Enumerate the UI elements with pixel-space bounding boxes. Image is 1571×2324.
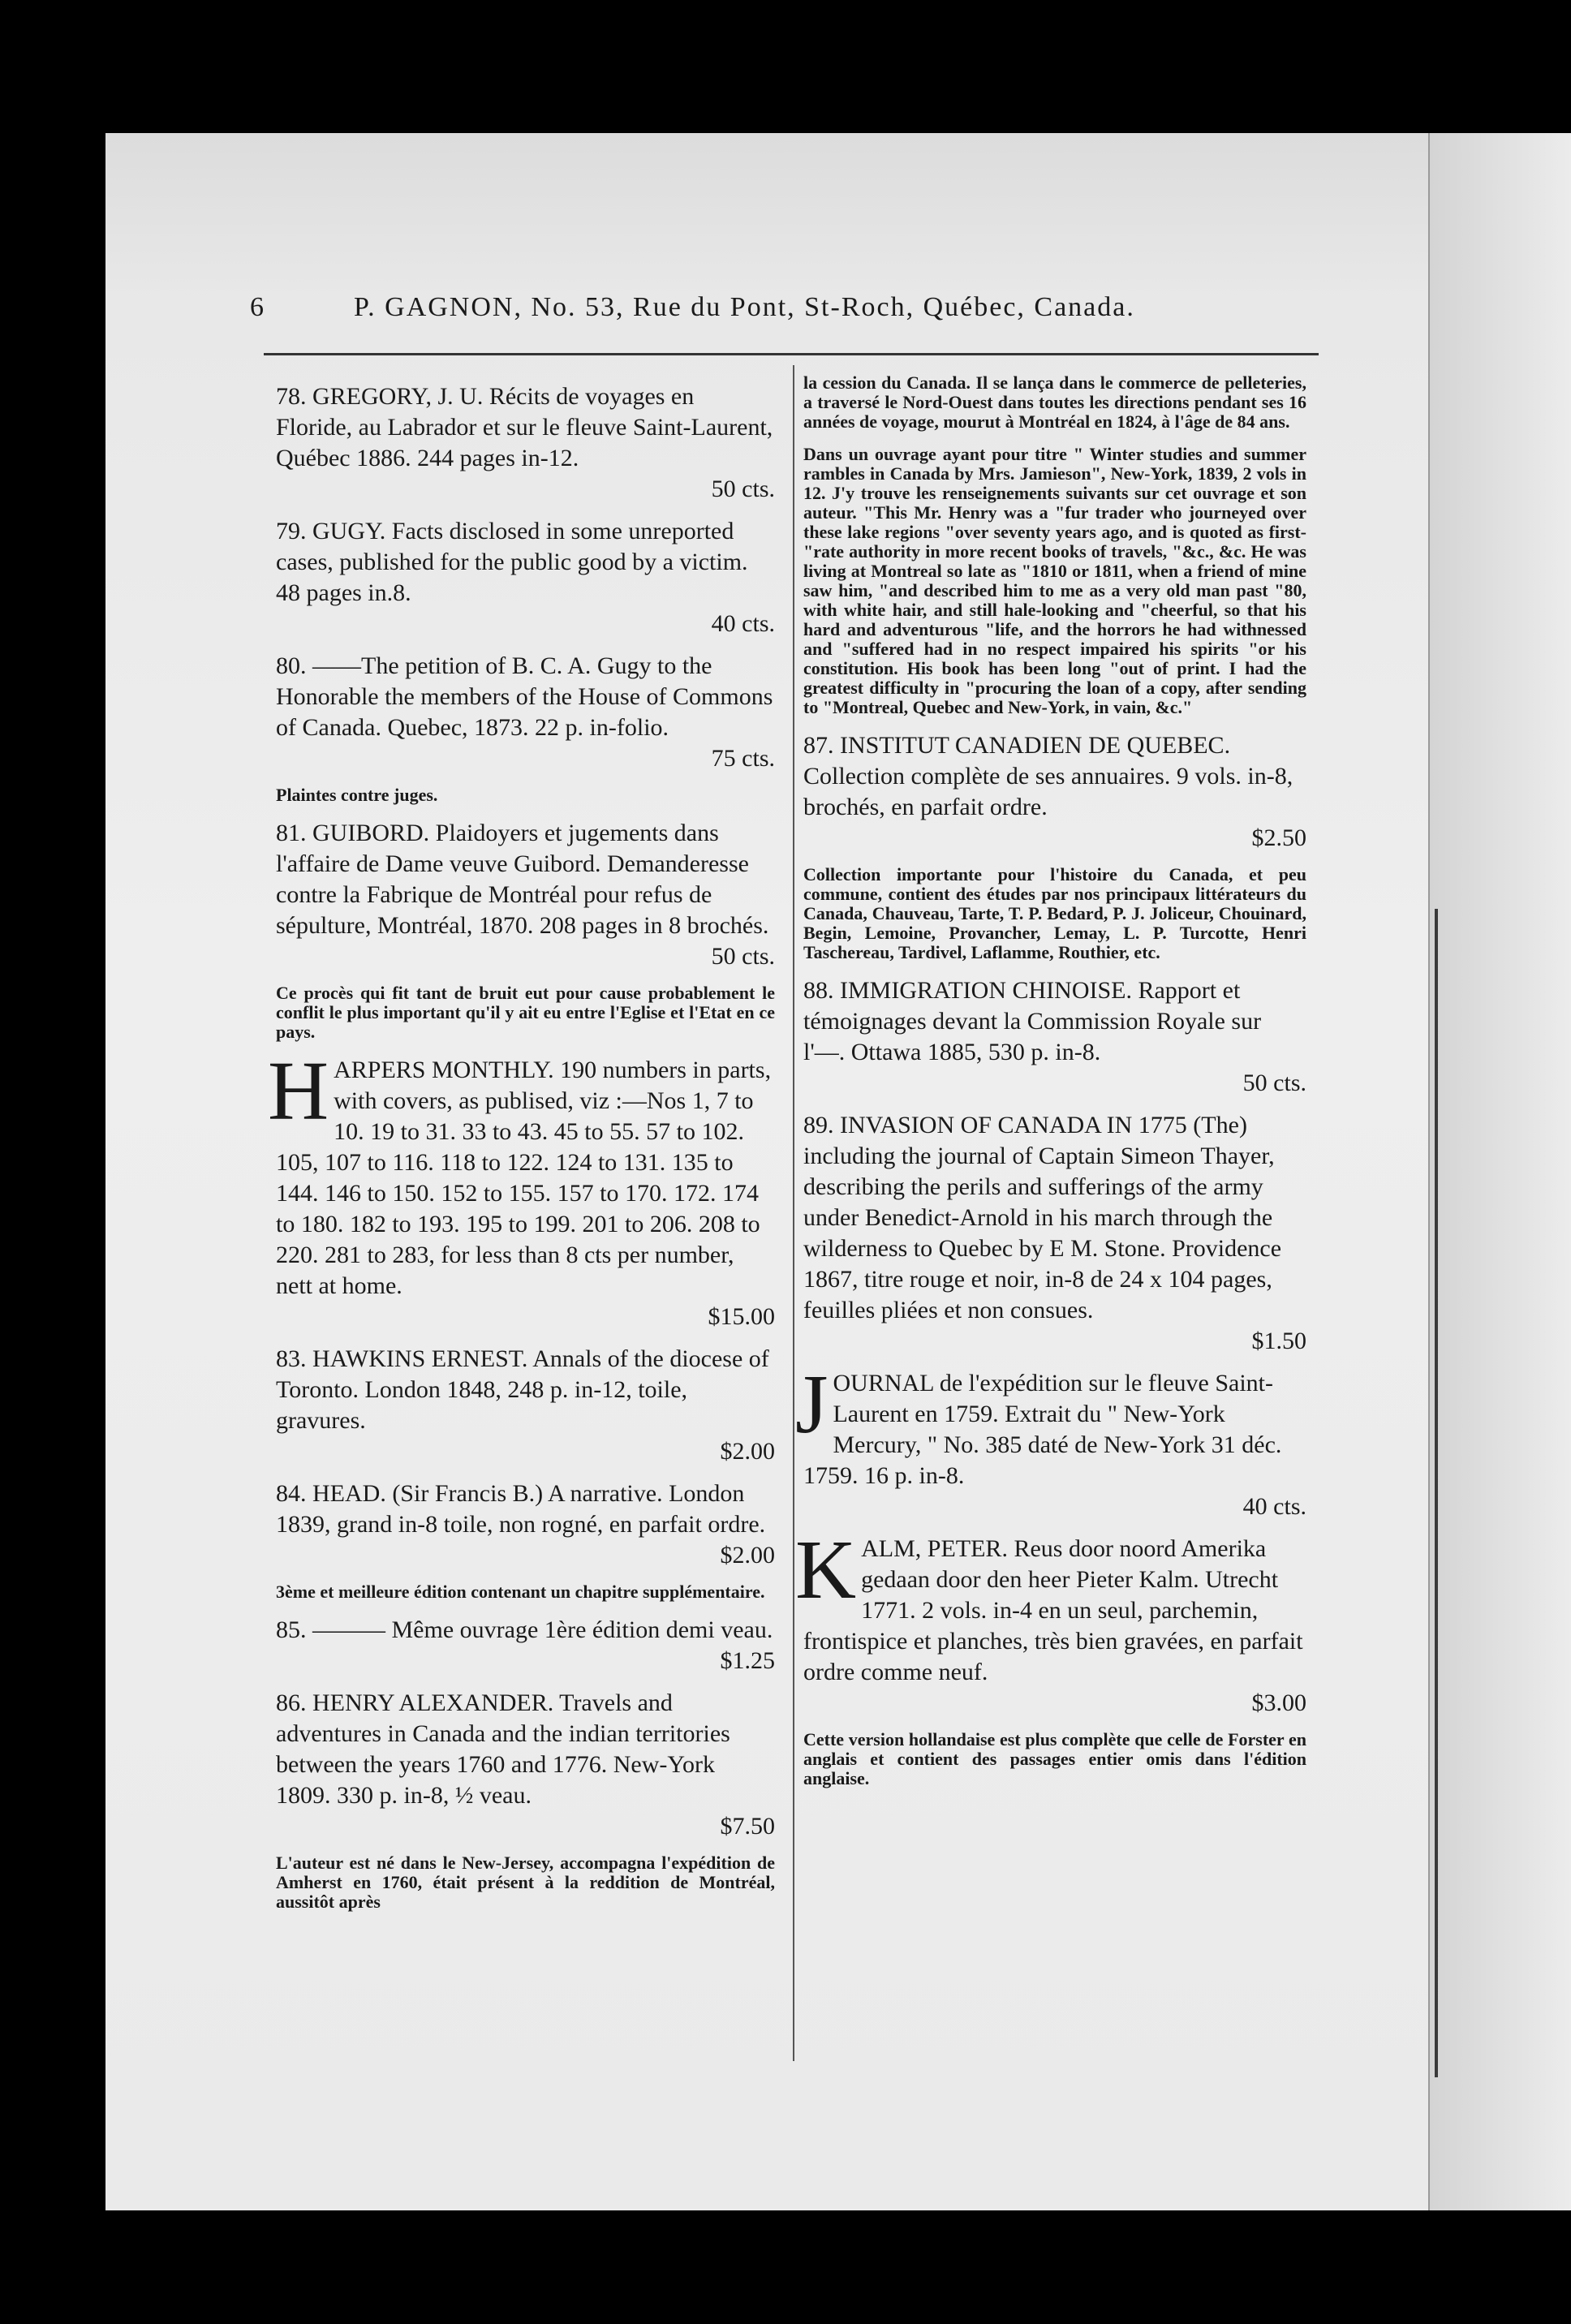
entry-note-84: 3ème et meilleure édition contenant un chapitre supplémentaire. — [276, 1582, 765, 1602]
entry-price: 75 cts. — [711, 745, 775, 772]
entry-text: INSTITUT CANADIEN DE QUEBEC. Collection complète de ses annuaires. 9 vols. in-8, brochés, en parfait ordre. — [803, 732, 1293, 820]
catalog-entry-80 — [276, 651, 775, 774]
catalog-entry-85 — [276, 1615, 775, 1676]
catalog-entry-84 — [276, 1478, 775, 1571]
entry-number: 80. — [276, 652, 307, 679]
entry-price: $2.00 — [720, 1438, 775, 1465]
entry-text: IMMIGRATION CHINOISE. Rapport et témoignages devant la Commission Royale sur l'—. Ottawa 1885, 530 p. in-8. — [803, 977, 1262, 1065]
entry-text: ALM, PETER. Reus door noord Amerika gedaan door den heer Pieter Kalm. Utrecht 1771. 2 vols. in-4 en un seul, parchemin, frontispice et planches, très bien gravées, en parfait ordre comme neuf. — [803, 1535, 1303, 1685]
entry-text: GREGORY, J. U. Récits de voyages en Floride, au Labrador et sur le fleuve Saint-Laurent, Québec 1886. 244 pages in-12. — [276, 383, 773, 471]
catalog-entry-86 — [276, 1688, 775, 1842]
entry-price: $1.25 — [720, 1647, 775, 1674]
entry-price: $2.00 — [720, 1542, 775, 1569]
page-number: 6 — [250, 292, 265, 322]
adjacent-page-edge — [1428, 133, 1571, 2210]
catalog-entry-79 — [276, 516, 775, 639]
entry-number: 87. — [803, 732, 834, 759]
drop-cap: J — [795, 1358, 829, 1451]
entry-price: $3.00 — [1251, 1689, 1306, 1716]
catalog-entry-81 — [276, 818, 775, 972]
entry-text: HENRY ALEXANDER. Travels and adventures in Canada and the indian territories between the years 1760 and 1776. New-York 1809. 330 p. in-8, ½ veau. — [276, 1689, 730, 1809]
catalog-entry-87 — [803, 730, 1306, 854]
catalog-entry-82 — [268, 1044, 775, 1332]
entry-text: HEAD. (Sir Francis B.) A narrative. London 1839, grand in-8 toile, non rogné, en parfait ordre. — [276, 1480, 766, 1538]
entry-text: OURNAL de l'expédition sur le fleuve Saint-Laurent en 1759. Extrait du " New-York Mercury, " No. 385 daté de New-York 31 déc. 1759. 16 p. in-8. — [803, 1370, 1282, 1489]
catalog-entry-89 — [803, 1110, 1306, 1357]
column-divider — [793, 365, 794, 2061]
left-column — [268, 381, 775, 1925]
entry-text: GUGY. Facts disclosed in some unreported cases, published for the public good by a victim. 48 pages in.8. — [276, 518, 748, 606]
entry-note-86: L'auteur est né dans le New-Jersey, accompagna l'expédition de Amherst en 1760, était présent à la reddition de Montréal, aussitôt après — [276, 1853, 775, 1912]
entry-text: HAWKINS ERNEST. Annals of the diocese of Toronto. London 1848, 248 p. in-12, toile, gravures. — [276, 1345, 769, 1434]
binding-line — [1435, 909, 1438, 2077]
entry-text: INVASION OF CANADA IN 1775 (The) including the journal of Captain Simeon Thayer, describing the perils and sufferings of the army under Benedict-Arnold in his march through the wilderness to Quebec by E M. Stone. Providence 1867, titre rouge et noir, in-8 de 24 x 104 pages, feuilles pliées et non consues. — [803, 1112, 1282, 1323]
right-column — [795, 372, 1306, 1801]
entry-price: 50 cts. — [1242, 1069, 1306, 1096]
entry-number: 78. — [276, 383, 307, 410]
entry-text: ——The petition of B. C. A. Gugy to the Honorable the members of the House of Commons of Canada. Quebec, 1873. 22 p. in-folio. — [276, 652, 773, 741]
entry-note-81: Ce procès qui fit tant de bruit eut pour cause probablement le conflit le plus important qu'il y ait eu entre l'Eglise et l'Etat en ce pays. — [276, 983, 775, 1042]
entry-price: $2.50 — [1251, 824, 1306, 851]
catalog-entry-88 — [803, 975, 1306, 1099]
catalog-entry-90 — [795, 1358, 1306, 1522]
header-rule — [264, 353, 1319, 355]
entry-note-87: Collection importante pour l'histoire du Canada, et peu commune, contient des études par nos principaux littérateurs du Canada, Chauveau, Tarte, T. P. Bedard, P. J. Joliceur, Chouinard, Begin, Lemoine, Provancher, Lemay, L. P. Turcotte, Henri Taschereau, Tardivel, Laflamme, Routhier, etc. — [803, 864, 1306, 962]
entry-number: 83. — [276, 1345, 307, 1372]
entry-note-86-continued: la cession du Canada. Il se lança dans le commerce de pelleteries, a traversé le Nord-Ouest dans toutes les directions pendant ses 16 années de voyage, mourut à Montréal en 1824, à l'âge de 84 ans. — [803, 372, 1306, 432]
entry-number: 88. — [803, 977, 834, 1004]
catalog-entry-91 — [795, 1523, 1306, 1719]
entry-note-91: Cette version hollandaise est plus complète que celle de Forster en anglais et contient des passages entier omis dans l'édition anglaise. — [803, 1729, 1306, 1788]
entry-price: $15.00 — [708, 1303, 775, 1330]
entry-price: $1.50 — [1251, 1328, 1306, 1354]
entry-number: 81. — [276, 820, 307, 846]
catalog-entry-78 — [276, 381, 775, 505]
drop-cap: K — [795, 1523, 857, 1616]
entry-note-86-quote: Dans un ouvrage ayant pour titre " Winter studies and summer rambles in Canada by Mrs. Jamieson", New-York, 1839, 2 vols in 12. J'y trouve les renseignements suivants sur cet ouvrage et son auteur. "This Mr. Henry was a "fur trader who journeyed over these lake regions "over seventy years ago, and is quoted as first-"rate authority in more recent books of travels, "&c., &c. He was living at Montreal so late as "1810 or 1811, when a friend of mine saw him, "and described him to me as a very old man past "80, with white hair, and still hale-looking and "cheerful, so that his hard and adventurous "life, and the horrors he had withnessed and "suffered had in no respect impaired his spirits "or his constitution. His book has been long "out of print. I had the greatest difficulty in "procuring the loan of a copy, after sending to "Montreal, Quebec and New-York, in vain, &c." — [803, 444, 1306, 717]
entry-price: 50 cts. — [711, 943, 775, 970]
entry-number: 89. — [803, 1112, 834, 1138]
entry-number: 84. — [276, 1480, 307, 1507]
entry-note-80: Plaintes contre juges. — [276, 785, 438, 805]
entry-price: 50 cts. — [711, 476, 775, 502]
entry-price: $7.50 — [720, 1813, 775, 1840]
entry-number: 86. — [276, 1689, 307, 1716]
entry-number: 85. — [276, 1616, 307, 1643]
catalog-entry-83 — [276, 1344, 775, 1467]
entry-text: ——— Même ouvrage 1ère édition demi veau. — [312, 1616, 773, 1643]
drop-cap: H — [268, 1044, 329, 1138]
entry-price: 40 cts. — [1242, 1493, 1306, 1520]
entry-price: 40 cts. — [711, 610, 775, 637]
entry-text: GUIBORD. Plaidoyers et jugements dans l'affaire de Dame veuve Guibord. Demanderesse contre la Fabrique de Montréal pour refus de sépulture, Montréal, 1870. 208 pages in 8 brochés. — [276, 820, 769, 939]
header-text: P. GAGNON, No. 53, Rue du Pont, St-Roch, Québec, Canada. — [354, 292, 1135, 322]
entry-number: 79. — [276, 518, 307, 544]
entry-text: ARPERS MONTHLY. 190 numbers in parts, with covers, as publised, viz :—Nos 1, 7 to 10. 19 to 31. 33 to 43. 45 to 55. 57 to 102. 105, 107 to 116. 118 to 122. 124 to 131. 135 to 144. 146 to 150. 152 to 155. 157 to 170. 172. 174 to 180. 182 to 193. 195 to 199. 201 to 206. 208 to 220. 281 to 283, for less than 8 cts per number, nett at home. — [276, 1057, 772, 1299]
